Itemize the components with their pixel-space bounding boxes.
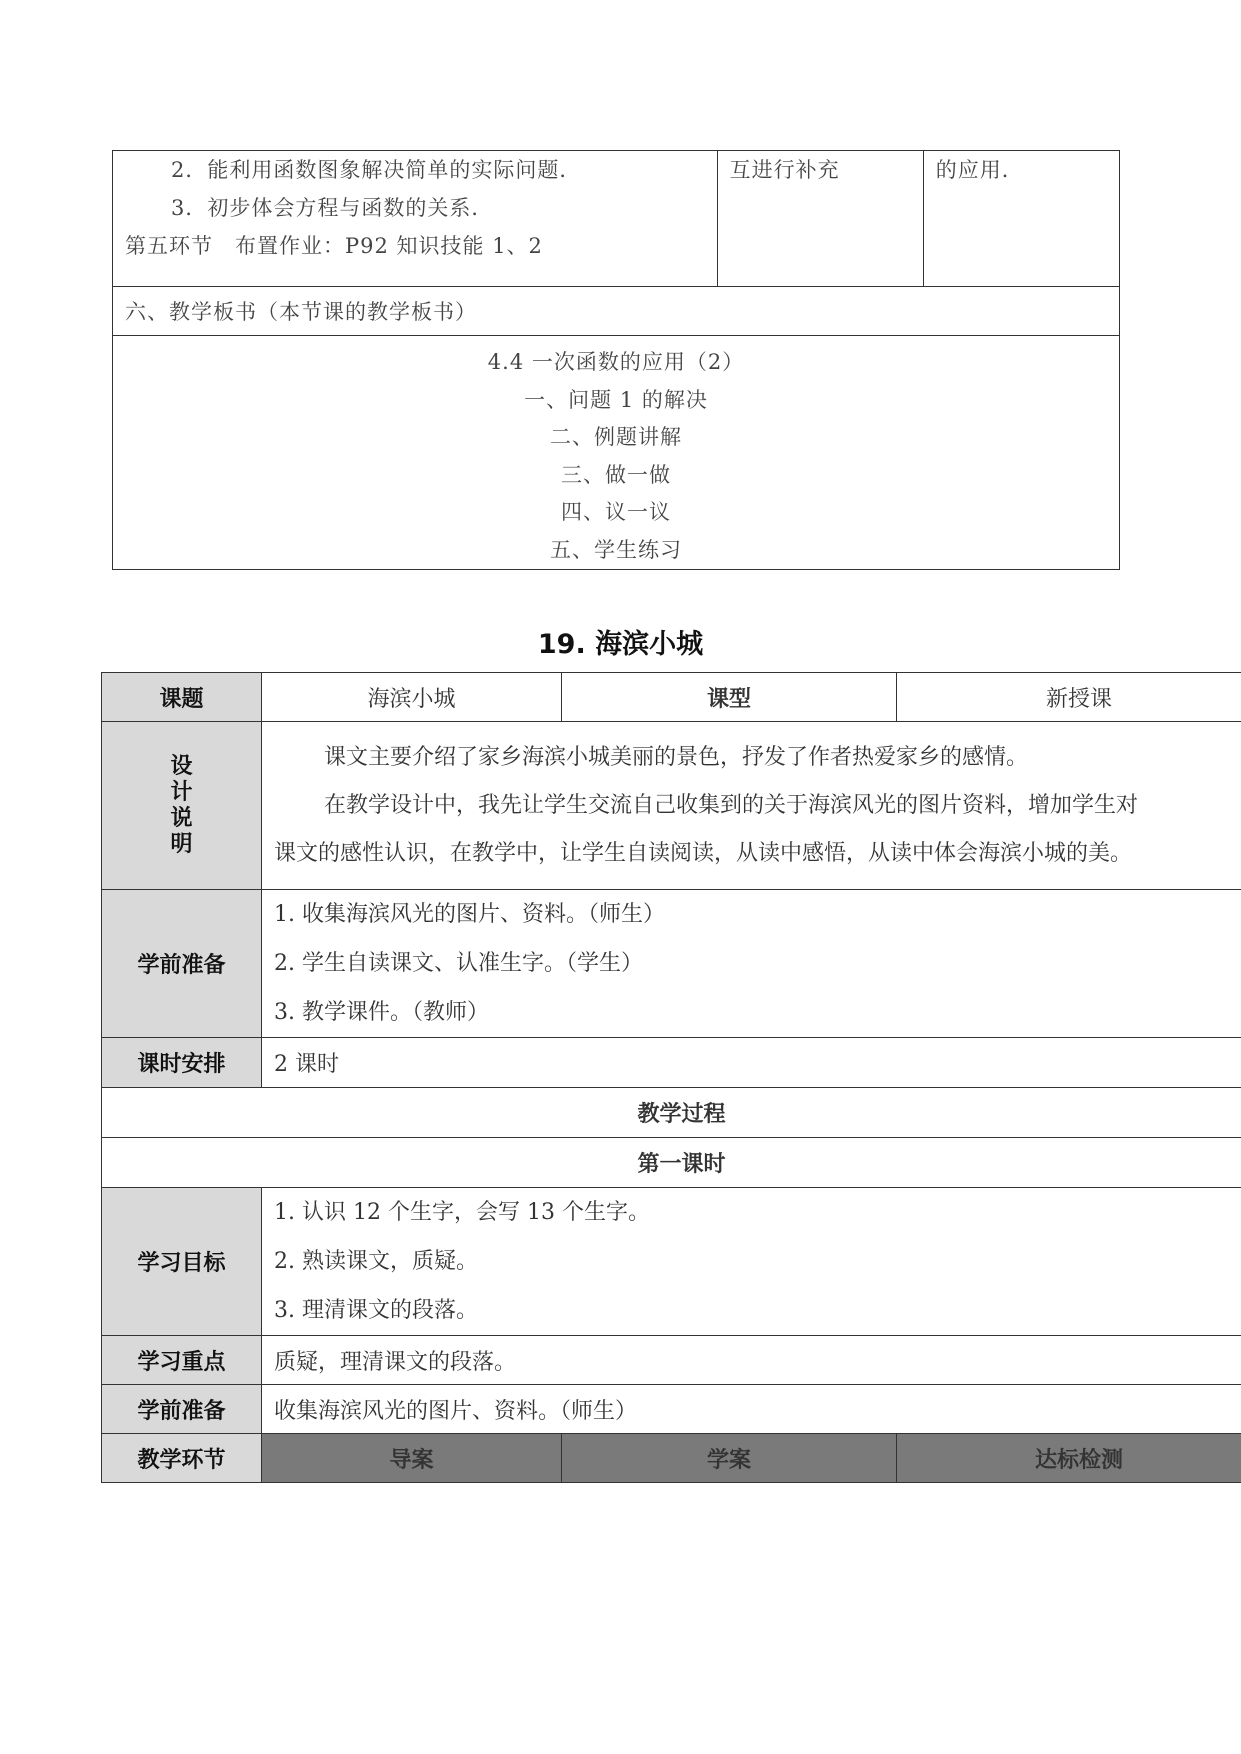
design-paragraph: 课文主要介绍了家乡海滨小城美丽的景色，抒发了作者热爱家乡的感情。 [324,744,1029,770]
table-row [102,1385,1241,1434]
objectives-cell [113,151,718,287]
intent-cell [923,151,1119,287]
table-row [102,890,1241,1038]
list-item: 2. 学生自读课文、认准生字。（学生） [274,951,643,976]
table-row [102,1088,1241,1138]
prep-cell [262,890,1241,1038]
period-heading: 第一课时 [102,1138,1241,1188]
design-label-cell [102,722,262,890]
board-title: 4.4 一次函数的应用（2） [487,350,745,374]
table-row [102,1188,1241,1336]
design-paragraph: 课文的感性认识，在教学中，让学生自读阅读，从读中感悟，从读中体会海滨小城的美。 [274,840,1133,866]
prep-label: 学前准备 [102,890,262,1038]
table-row [102,673,1241,722]
board-content-cell [113,336,1120,570]
list-item: 3. 教学课件。（教师） [274,1000,489,1025]
prep2-value: 收集海滨风光的图片、资料。（师生） [262,1385,1241,1434]
objective-line: 2．能利用函数图象解决简单的实际问题． [171,158,582,182]
activity-cell [717,151,923,287]
board-line: 四、议一议 [561,500,671,524]
lesson-plan-table [101,672,1241,1483]
hours-label: 课时安排 [102,1038,262,1088]
activity-text: 互进行补充 [729,158,840,182]
table-row [102,1336,1241,1385]
design-label: 设计说明 [170,753,193,857]
list-item: 2. 熟读课文，质疑。 [274,1249,478,1274]
goals-label: 学习目标 [102,1188,262,1336]
assessment-column-header: 达标检测 [897,1434,1241,1483]
list-item: 3. 理清课文的段落。 [274,1298,478,1323]
table-row [102,1138,1241,1188]
focus-value: 质疑，理清课文的段落。 [262,1336,1241,1385]
board-line: 一、问题 1 的解决 [524,387,708,412]
table-row [102,1038,1241,1088]
topic-label: 课题 [102,673,262,722]
type-label: 课型 [562,673,897,722]
design-text-cell [262,722,1241,890]
board-section-heading-cell [113,287,1120,336]
design-paragraph: 在教学设计中，我先让学生交流自己收集到的关于海滨风光的图片资料，增加学生对 [324,792,1139,818]
goals-cell [262,1188,1241,1336]
table-row [102,722,1241,890]
process-heading: 教学过程 [102,1088,1241,1138]
table-row [102,1434,1241,1483]
hours-value: 2 课时 [262,1038,1241,1088]
board-line: 二、例题讲解 [550,425,682,449]
prev-lesson-table [112,150,1120,570]
list-item: 1. 认识 12 个生字，会写 13 个生字。 [274,1200,650,1225]
study-column-header: 学案 [562,1434,897,1483]
list-item: 1. 收集海滨风光的图片、资料。（师生） [274,902,665,927]
focus-label: 学习重点 [102,1336,262,1385]
prep2-label: 学前准备 [102,1385,262,1434]
homework-line: 第五环节 布置作业：P92 知识技能 1、2 [125,234,543,258]
lesson-title: 19. 海滨小城 [537,629,704,660]
guide-column-header: 导案 [262,1434,562,1483]
board-section-heading: 六、教学板书（本节课的教学板书） [125,300,477,324]
board-line: 三、做一做 [561,462,671,487]
intent-text: 的应用． [935,158,1024,182]
type-value: 新授课 [897,673,1241,722]
board-line: 五、学生练习 [550,537,682,562]
topic-value: 海滨小城 [262,673,562,722]
stage-label: 教学环节 [102,1434,262,1483]
objective-line: 3．初步体会方程与函数的关系． [171,196,494,220]
